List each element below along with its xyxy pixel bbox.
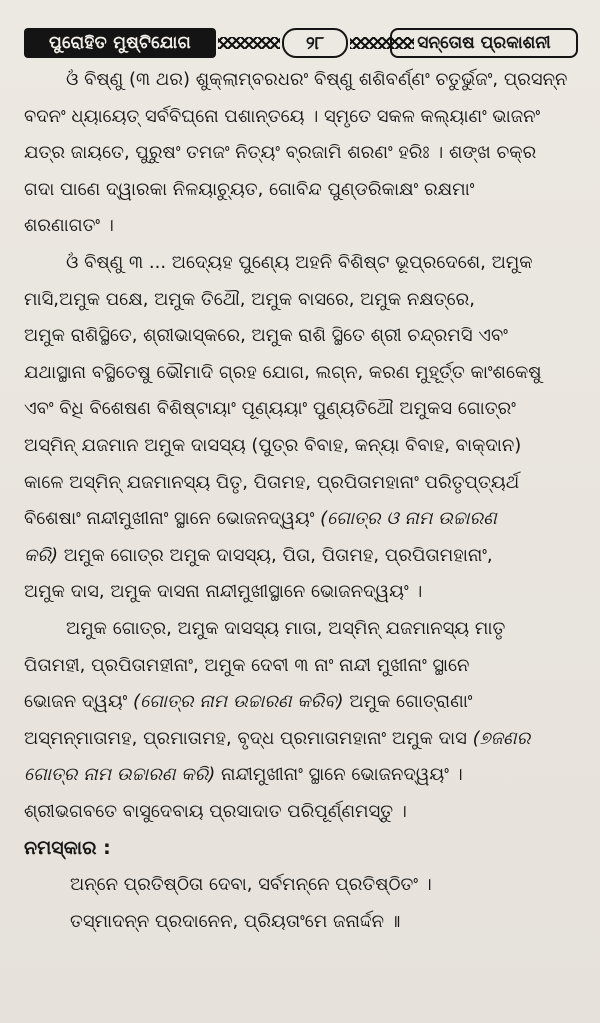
text-line: ପିତାମହୀ, ପ୍ରପିତାମହୀନାଂ, ଅମୁକ ଦେବୀ ୩ ନାଂ ନାନ୍ଦୀ ମୁଖୀନାଂ ସ୍ଥାନେ — [24, 654, 470, 676]
text-segment: ନାନ୍ଦୀମୁଖୀନାଂ ସ୍ଥାନେ ଭୋଜନଦ୍ୱୟଂ । — [220, 764, 463, 786]
book-title-label: ପୁରୋହିତ ମୁଷ୍ଟିଯୋଗ — [24, 28, 216, 58]
paragraph-2 — [24, 245, 578, 611]
text-line: ଓଁ ବିଷ୍ଣୁ (୩ ଥର) ଶୁକ୍ଲାମ୍ବରଧରଂ ବିଷ୍ଣୁ ଶଶିବର୍ଣ୍ଣଂ ଚତୁର୍ଭୁଜଂ, ପ୍ରସନ୍ନ — [66, 69, 568, 90]
header-ornament-left — [218, 37, 280, 49]
text-segment: ଅସ୍ମନ୍ମାତାମହ, ପ୍ରମାତାମହ, ବୃଦ୍ଧ ପ୍ରମାତାମହାନାଂ ଅମୁକ ଦାସ — [24, 727, 467, 749]
italic-note: କରି) — [24, 544, 58, 566]
text-line — [24, 757, 578, 794]
page-header — [14, 0, 588, 62]
paragraph-1 — [24, 62, 578, 245]
text-line: ଶରଣାଗତଂ । — [24, 215, 114, 237]
text-line — [24, 501, 578, 538]
text-segment: ବିଶେଷାଂ ନାନ୍ଦୀମୁଖୀନାଂ ସ୍ଥାନେ ଭୋଜନଦ୍ୱୟଂ — [24, 508, 315, 530]
text-line: ଅସ୍ମିନ୍ ଯଜମାନ ଅମୁକ ଦାସସ୍ୟ (ପୁତ୍ର ବିବାହ, କନ୍ୟା ବିବାହ, ବାକ୍‌ଦାନ) — [24, 434, 522, 456]
text-line: ଅମୁକ ଦାସ, ଅମୁକ ଦାସନା ନାନ୍ଦୀମୁଖୀସ୍ଥାନେ ଭୋଜନଦ୍ୱୟଂ । — [24, 581, 423, 603]
text-line: ମାସି,ଅମୁକ ପକ୍ଷେ, ଅମୁକ ତିଥୌ, ଅମୁକ ବାସରେ, ଅମୁକ ନକ୍ଷତ୍ରେ, — [24, 288, 476, 310]
verse-block — [24, 867, 578, 940]
page-content — [14, 62, 588, 940]
text-line — [24, 538, 578, 575]
text-line — [24, 721, 578, 758]
text-line: ଗଦା ପାଣେ ଦ୍ୱାରକା ନିଳୟାଚ୍ୟୁତ, ଗୋବିନ୍ଦ ପୁଣ୍ଡରିକାକ୍ଷଂ ରକ୍ଷମାଂ — [24, 178, 475, 200]
text-line: ଏବଂ ବିଧି ବିଶେଷଣ ବିଶିଷ୍ଟାୟାଂ ପୂଣ୍ୟୟାଂ ପୁଣ୍ୟତିଥୌ ଅମୁକସ ଗୋତ୍ରଂ — [24, 398, 516, 420]
verse-line: ଅନ୍ନେ ପ୍ରତିଷ୍ଠିତା ଦେବା, ସର୍ବମନ୍ନେ ପ୍ରତିଷ୍ଠିତଂ । — [70, 874, 432, 896]
verse-line: ତସ୍ମାଦନ୍ନ ପ୍ରଦାନେନ, ପ୍ରିୟତାଂମେ ଜନାର୍ଦ୍ଦନ ॥ — [70, 910, 401, 932]
text-line: ଅମୁକ ଗୋତ୍ର, ଅମୁକ ଦାସସ୍ୟ ମାତା, ଅସ୍ମିନ୍ ଯଜମାନସ୍ୟ ମାତୃ — [66, 617, 506, 639]
text-line: ଓଁ ବିଷ୍ଣୁ ୩ ... ଅଦ୍ୟେହ ପୁଣ୍ୟେ ଅହନି ବିଶିଷ୍ଟ ଭୂପ୍ରଦେଶେ, ଅମୁକ — [66, 251, 533, 273]
italic-note: (ଗୋତ୍ର ଓ ନାମ ଉଚ୍ଚାରଣ — [320, 508, 497, 530]
text-segment: ଅମୁକ ଗୋତ୍ରାଣାଂ — [349, 691, 473, 713]
text-line: ଯତ୍ର ଜାୟତେ, ପୁରୁଷଂ ତମଜଂ ନିତ୍ୟଂ ବ୍ରଜାମି ଶରଣଂ ହରିଃ । ଶଙ୍ଖ ଚକ୍ର — [24, 142, 537, 164]
text-segment: ଭୋଜନ ଦ୍ୱୟଂ — [24, 691, 128, 713]
paragraph-3 — [24, 611, 578, 831]
page-number: ୨୮ — [282, 28, 348, 58]
text-line: ଅମୁକ ରାଶିସ୍ଥିତେ, ଶ୍ରୀଭାସ୍କରେ, ଅମୁକ ରାଶି ସ୍ଥିତେ ଶ୍ରୀ ଚନ୍ଦ୍ରମସି ଏବଂ — [24, 325, 508, 347]
text-line: ବଦନଂ ଧ୍ୟାୟେତ୍ ସର୍ବବିଘ୍ନୋ ପଶାନ୍ତୟେ । ସ୍ମୃତେ ସକଳ କଲ୍ୟାଣଂ ଭାଜନଂ — [24, 105, 541, 127]
text-segment: ଅମୁକ ଗୋତ୍ର ଅମୁକ ଦାସସ୍ୟ, ପିତା, ପିତାମହ, ପ୍ରପିତାମହାନାଂ, — [63, 544, 493, 566]
text-line: ଯଥାସ୍ଥାନା ବସ୍ଥିତେଷୁ ଭୌମାଦି ଗ୍ରହ ଯୋଗ, ଲଗ୍ନ, କରଣ ମୁହୂର୍ତ୍ତ କାଂଶକେଷୁ — [24, 361, 542, 383]
section-heading: ନମସ୍କାର : — [24, 837, 111, 860]
italic-note: (୭ଜଣର — [472, 727, 531, 749]
text-line — [24, 684, 578, 721]
text-line: କାଳେ ଅସ୍ମିନ୍ ଯଜମାନସ୍ୟ ପିତୃ, ପିତାମହ, ପ୍ରପିତାମହାନାଂ ପରିତୃପ୍ତ୍ୟର୍ଥ — [24, 471, 520, 493]
publisher-label: ସନ୍ତୋଷ ପ୍ରକାଶନୀ — [390, 28, 578, 58]
text-line: ଶ୍ରୀଭଗବତେ ବାସୁଦେବାୟ ପ୍ରସାଦାତ ପରିପୂର୍ଣ୍ଣମସ୍ତୁ । — [24, 800, 407, 822]
italic-note: ଗୋତ୍ର ନାମ ଉଚ୍ଚାରଣ କରି) — [24, 764, 216, 786]
italic-note: (ଗୋତ୍ର ନାମ ଉଚ୍ଚାରଣ କରିବ) — [133, 691, 344, 713]
